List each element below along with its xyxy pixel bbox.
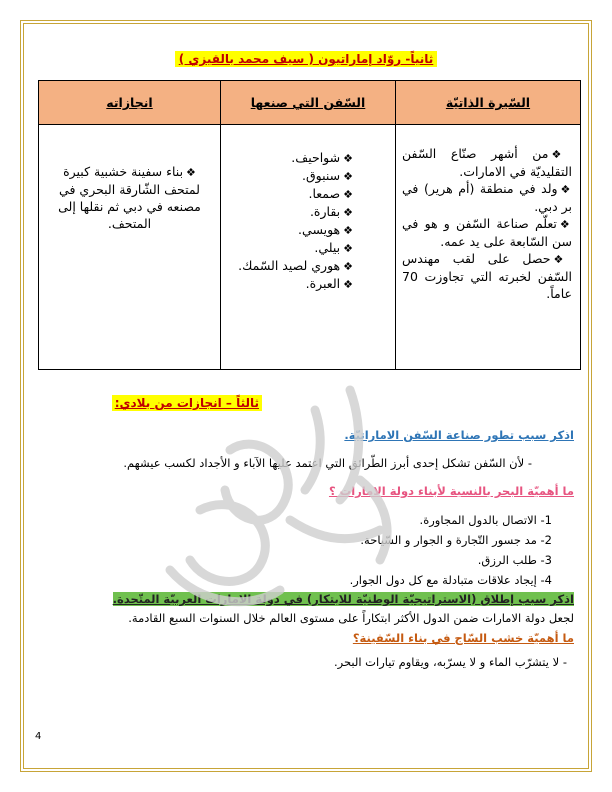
section3-title: ثالثاً – انجازات من بلادي:	[112, 395, 262, 411]
ship-item: ❖العبرة.	[305, 276, 353, 291]
answer-2-item: 3- طلب الرزق.	[477, 553, 552, 567]
ship-item: ❖سنبوق.	[301, 168, 353, 183]
achievement-text: بناء سفينة خشبية كبيرة لمتحف الشّارقة البحري في مصنعه في دبي ثم نقلها إلى المتحف.	[58, 164, 201, 231]
answer-2-item: 2- مد جسور التّجارة و الجوار و السّياحة.	[360, 533, 552, 547]
ship-item: ❖شواحيف.	[291, 150, 353, 165]
bio-item: ❖ولد في منطقة (أم هرير) في بر دبي.	[402, 181, 572, 214]
ship-item: ❖صمعا.	[308, 186, 353, 201]
achievements-cell: ❖بناء سفينة خشبية كبيرة لمتحف الشّارقة البحري في مصنعه في دبي ثم نقلها إلى المتحف.	[39, 125, 221, 370]
ships-cell	[221, 125, 396, 370]
answer-1: - لأن السّفن تشكل إحدى أبرز الطّرائق التي اعتمد عليها الآباء و الأجداد لكسب عيشهم.	[123, 456, 532, 470]
header-bio: السّيرة الذاتيّة	[396, 81, 581, 125]
bio-item: ❖من أشهر صنّاع السّفن التقليديّة في الامارات.	[402, 146, 572, 179]
table-header-row	[39, 81, 581, 125]
biography-table	[38, 80, 581, 370]
bio-item: ❖حصل على لقب مهندس السّفن لخبرته التي تجاوزت 70 عاماً.	[402, 251, 572, 301]
ship-item: ❖هوري لصيد السّمك.	[238, 258, 353, 273]
page-number: 4	[35, 731, 42, 742]
bio-item: ❖تعلّم صناعة السّفن و هو في سن السّابعة على يد عمه.	[402, 216, 572, 249]
question-3: اذكر سبب إطلاق (الاستراتيجيّة الوطنيّة للابتكار) في دولة الامارات العربيّة المتّحدة.	[112, 592, 574, 606]
answer-2-item: 4- إيجاد علاقات متبادلة مع كل دول الجوار.	[349, 573, 552, 587]
ship-item: ❖بقارة.	[309, 204, 353, 219]
ship-item: ❖بيلي.	[314, 240, 353, 255]
answer-3: لجعل دولة الامارات ضمن الدول الأكثر ابتكاراً على مستوى العالم خلال السنوات السبع القادمة.	[128, 611, 574, 625]
question-1: اذكر سبب تطور صناعة السّفن الاماراتيّة.	[344, 428, 574, 442]
answer-4: - لا يتشرّب الماء و لا يسرّبه، ويقاوم تيارات البحر.	[333, 655, 567, 669]
header-ships: السّفن التي صنعها	[221, 81, 396, 125]
section-title: ثانياً- روّاد إماراتيون ( سيف محمد بالقيزي )	[0, 48, 612, 67]
question-4: ما أهميّة خشب السّاج في بناء السّفينة؟	[352, 631, 574, 645]
header-achievements: انجازاته	[39, 81, 221, 125]
answer-2-item: 1- الاتصال بالدول المجاورة.	[419, 513, 552, 527]
table-body-row	[39, 125, 581, 370]
ship-item: ❖هويسي.	[298, 222, 353, 237]
bio-cell	[396, 125, 581, 370]
question-2: ما أهميّة البحر بالنسبة لأبناء دولة الامارات ؟	[328, 484, 574, 498]
